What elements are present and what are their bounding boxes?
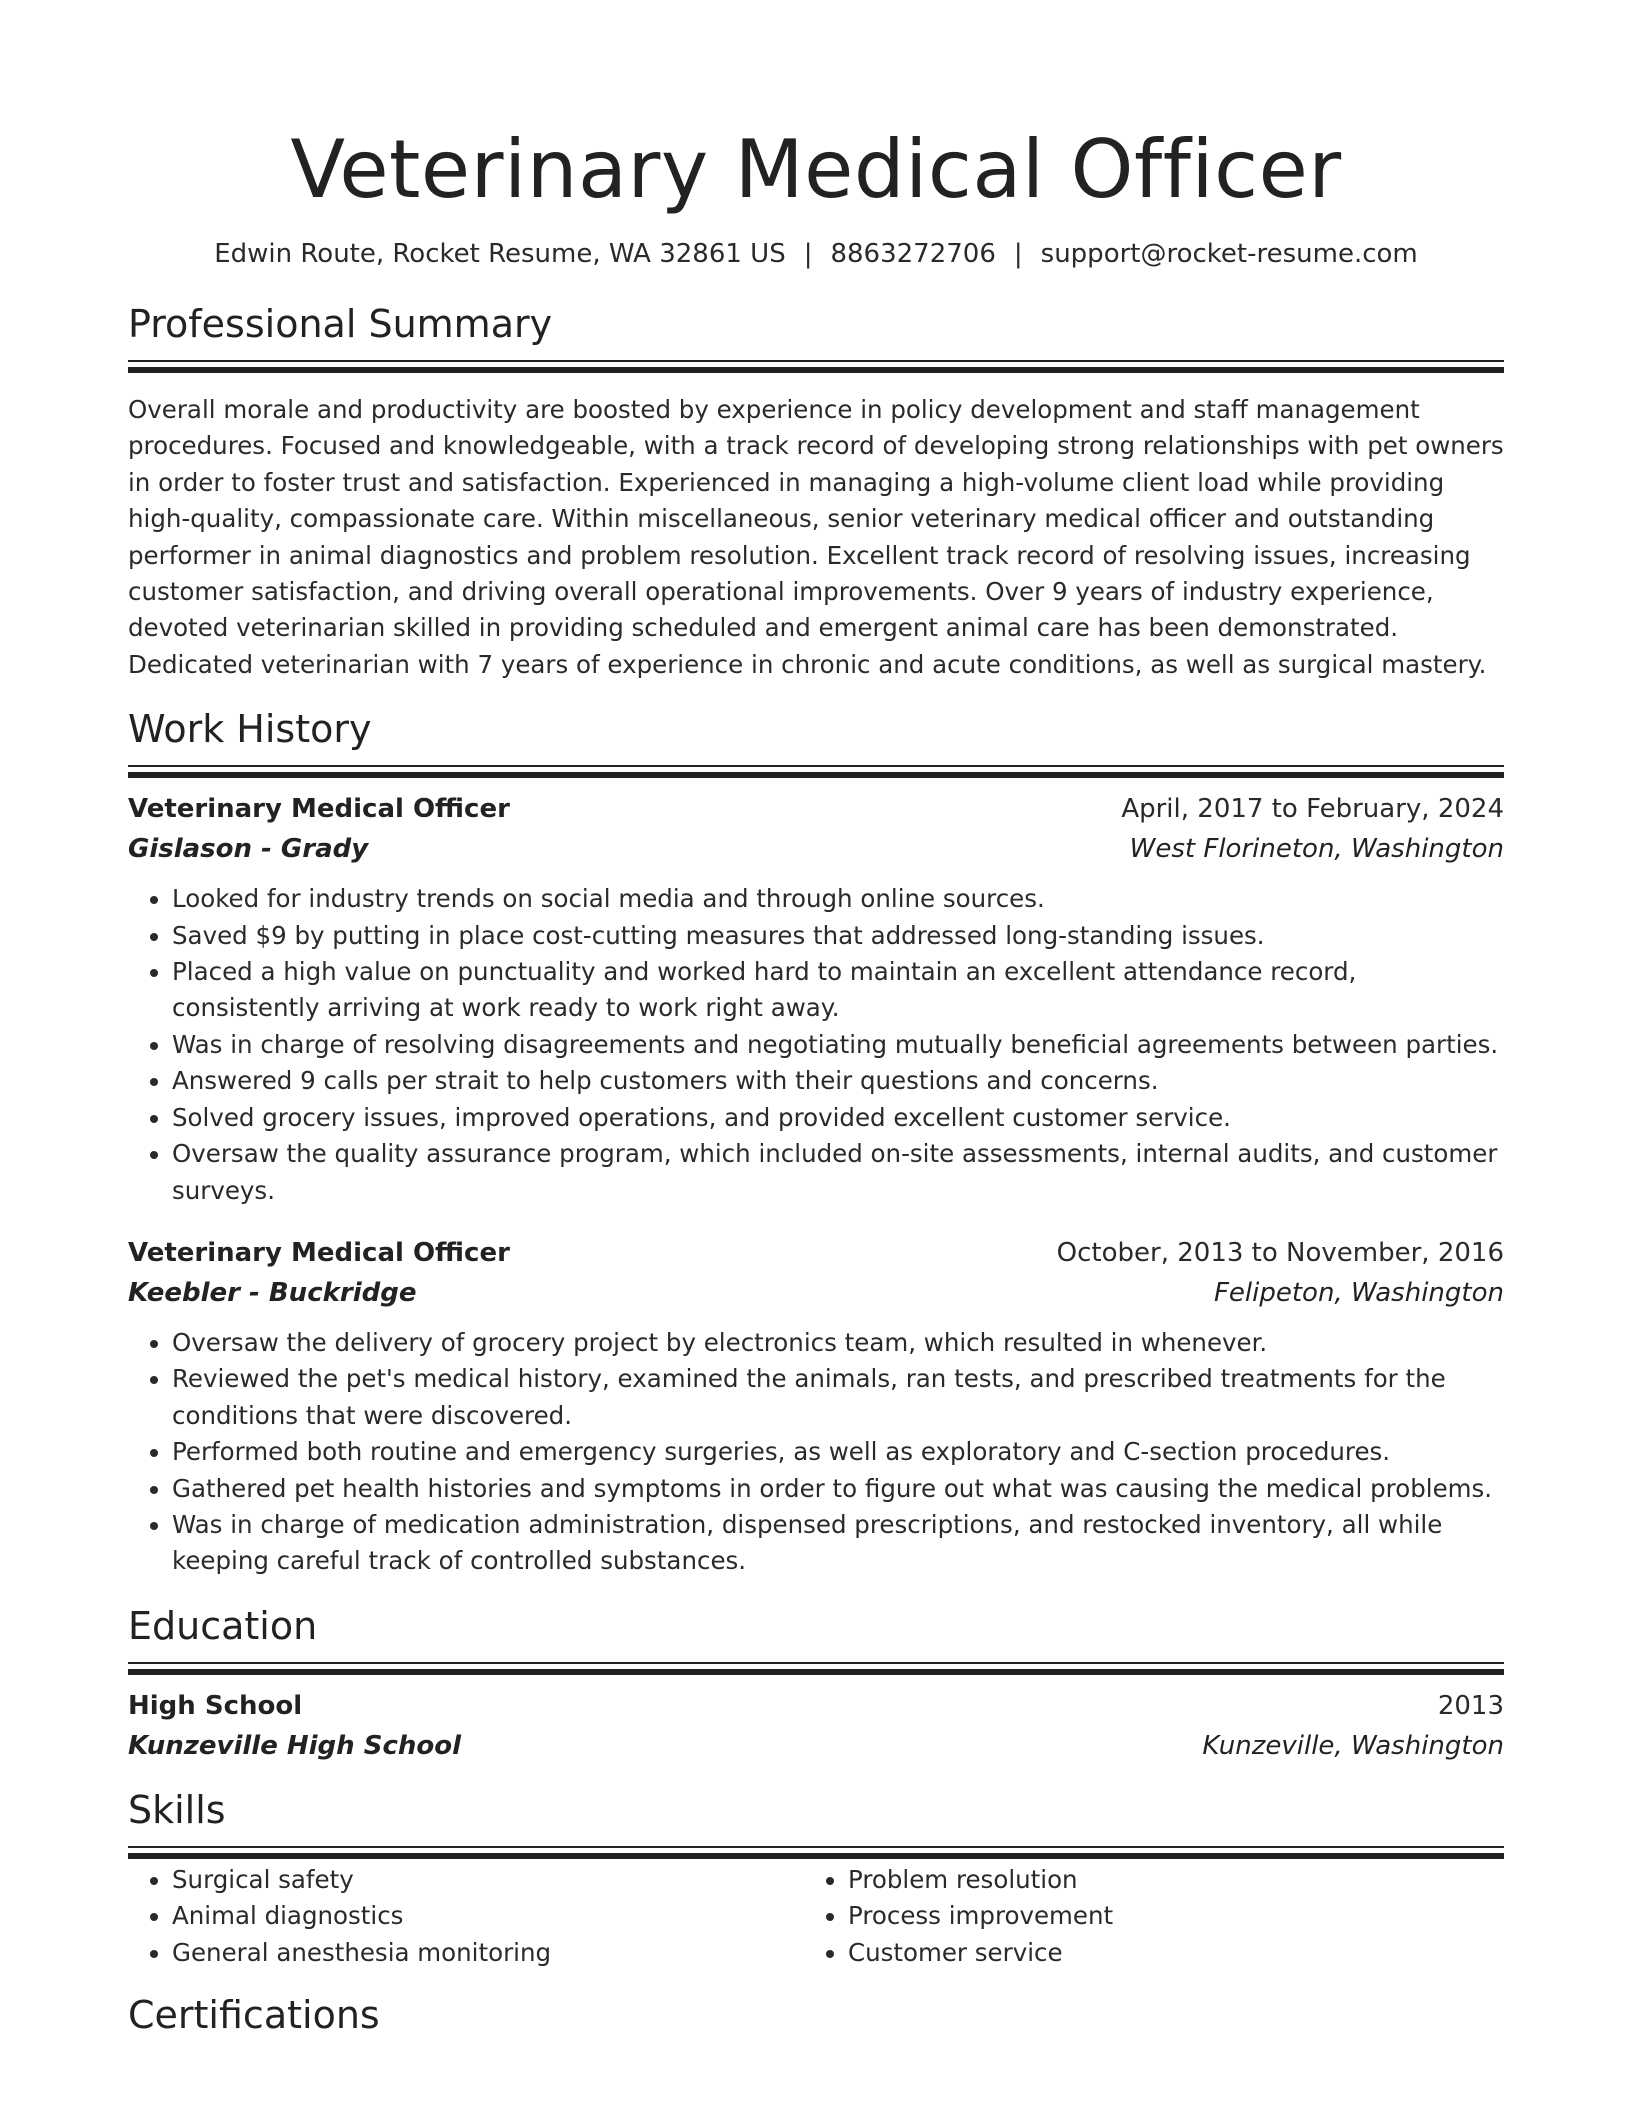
skills-grid xyxy=(128,1862,1504,1971)
section-divider xyxy=(128,765,1504,767)
contact-separator: | xyxy=(1013,239,1023,269)
list-item: • Surgical safety xyxy=(172,1862,804,1898)
section-heading-certifications: Certifications xyxy=(128,1992,380,2037)
list-item: • Oversaw the delivery of grocery project by electronics team, which resulted in whenever. xyxy=(172,1325,1504,1361)
job-company: Gislason - Grady xyxy=(128,834,369,865)
list-item: • General anesthesia monitoring xyxy=(172,1935,804,1971)
section-heading-education: Education xyxy=(128,1603,318,1648)
list-item: • Was in charge of resolving disagreements and negotiating mutually beneficial agreements between parties. xyxy=(172,1027,1504,1063)
list-item: • Animal diagnostics xyxy=(172,1898,804,1934)
list-item: • Saved $9 by putting in place cost-cutting measures that addressed long-standing issues. xyxy=(172,918,1504,954)
education-header xyxy=(128,1686,1504,1726)
contact-separator: | xyxy=(803,239,813,269)
list-item: • Reviewed the pet's medical history, examined the animals, ran tests, and prescribed treatments for the conditions that were discovered. xyxy=(172,1361,1504,1434)
education-school: Kunzeville High School xyxy=(128,1730,462,1761)
list-item: • Was in charge of medication administration, dispensed prescriptions, and restocked inventory, all while keeping careful track of controlled substances. xyxy=(172,1507,1504,1580)
contact-email: support@rocket-resume.com xyxy=(1040,239,1418,269)
job-dates: October, 2013 to November, 2016 xyxy=(1056,1237,1504,1268)
education-year: 2013 xyxy=(1437,1690,1504,1721)
contact-line xyxy=(128,236,1504,272)
education-section xyxy=(128,1600,1504,1766)
skills-column-right xyxy=(804,1862,1480,1971)
education-location: Kunzeville, Washington xyxy=(1202,1730,1504,1761)
list-item: • Placed a high value on punctuality and worked hard to maintain an excellent attendance record, consistently arriving at work ready to work right away. xyxy=(172,954,1504,1027)
job-header xyxy=(128,1233,1504,1273)
education-entry xyxy=(128,1686,1504,1766)
skills-list xyxy=(804,1862,1480,1971)
job-header xyxy=(128,789,1504,829)
job-title: Veterinary Medical Officer xyxy=(128,794,510,825)
summary-section xyxy=(128,298,1504,683)
skills-section xyxy=(128,1784,1504,1971)
section-divider xyxy=(128,1662,1504,1664)
section-heading-skills: Skills xyxy=(128,1787,226,1832)
resume-page xyxy=(128,0,1504,2041)
job-bullet-list xyxy=(128,1325,1504,1580)
section-heading-summary: Professional Summary xyxy=(128,302,553,346)
list-item: • Looked for industry trends on social media and through online sources. xyxy=(172,881,1504,917)
summary-paragraph: Overall morale and productivity are boosted by experience in policy development and staff management procedures. Focused and knowledgeable, with a track record of developing strong relationships with pet owners in order to foster trust and satisfaction. Experienced in managing a high-volume client load while providing high-quality, compassionate care. Within miscellaneous, senior veterinary medical officer and outstanding performer in animal diagnostics and problem resolution. Excellent track record of resolving issues, increasing customer satisfaction, and driving overall operational improvements. Over 9 years of industry experience, devoted veterinarian skilled in providing scheduled and emergent animal care has been demonstrated. Dedicated veterinarian with 7 years of experience in chronic and acute conditions, as well as surgical mastery. xyxy=(128,395,1504,679)
job-subheader xyxy=(128,829,1504,869)
list-item: • Oversaw the quality assurance program, which included on-site assessments, internal audits, and customer surveys. xyxy=(172,1136,1504,1209)
section-divider xyxy=(128,360,1504,362)
contact-address: Edwin Route, Rocket Resume, WA 32861 US xyxy=(214,239,786,269)
job-location: West Florineton, Washington xyxy=(1129,834,1504,865)
certifications-section xyxy=(128,1989,1504,2041)
resume-title: Veterinary Medical Officer xyxy=(290,123,1342,216)
list-item: • Customer service xyxy=(848,1935,1480,1971)
job-company: Keebler - Buckridge xyxy=(128,1277,417,1308)
education-degree: High School xyxy=(128,1690,303,1721)
section-divider xyxy=(128,1846,1504,1848)
list-item: • Gathered pet health histories and symptoms in order to figure out what was causing the medical problems. xyxy=(172,1471,1504,1507)
section-heading-work-history: Work History xyxy=(128,707,372,752)
education-subheader xyxy=(128,1726,1504,1766)
job-bullet-list xyxy=(128,881,1504,1209)
list-item: • Problem resolution xyxy=(848,1862,1480,1898)
job-entry xyxy=(128,789,1504,1209)
list-item: • Performed both routine and emergency surgeries, as well as exploratory and C-section procedures. xyxy=(172,1434,1504,1470)
job-title: Veterinary Medical Officer xyxy=(128,1237,510,1268)
job-dates: April, 2017 to February, 2024 xyxy=(1121,794,1504,825)
job-location: Felipeton, Washington xyxy=(1213,1277,1504,1308)
contact-phone: 8863272706 xyxy=(830,239,996,269)
job-subheader xyxy=(128,1273,1504,1313)
list-item: • Answered 9 calls per strait to help customers with their questions and concerns. xyxy=(172,1063,1504,1099)
job-entry xyxy=(128,1233,1504,1580)
work-history-section xyxy=(128,703,1504,1580)
list-item: • Solved grocery issues, improved operations, and provided excellent customer service. xyxy=(172,1100,1504,1136)
list-item: • Process improvement xyxy=(848,1898,1480,1934)
skills-list xyxy=(128,1862,804,1971)
skills-column-left xyxy=(128,1862,804,1971)
